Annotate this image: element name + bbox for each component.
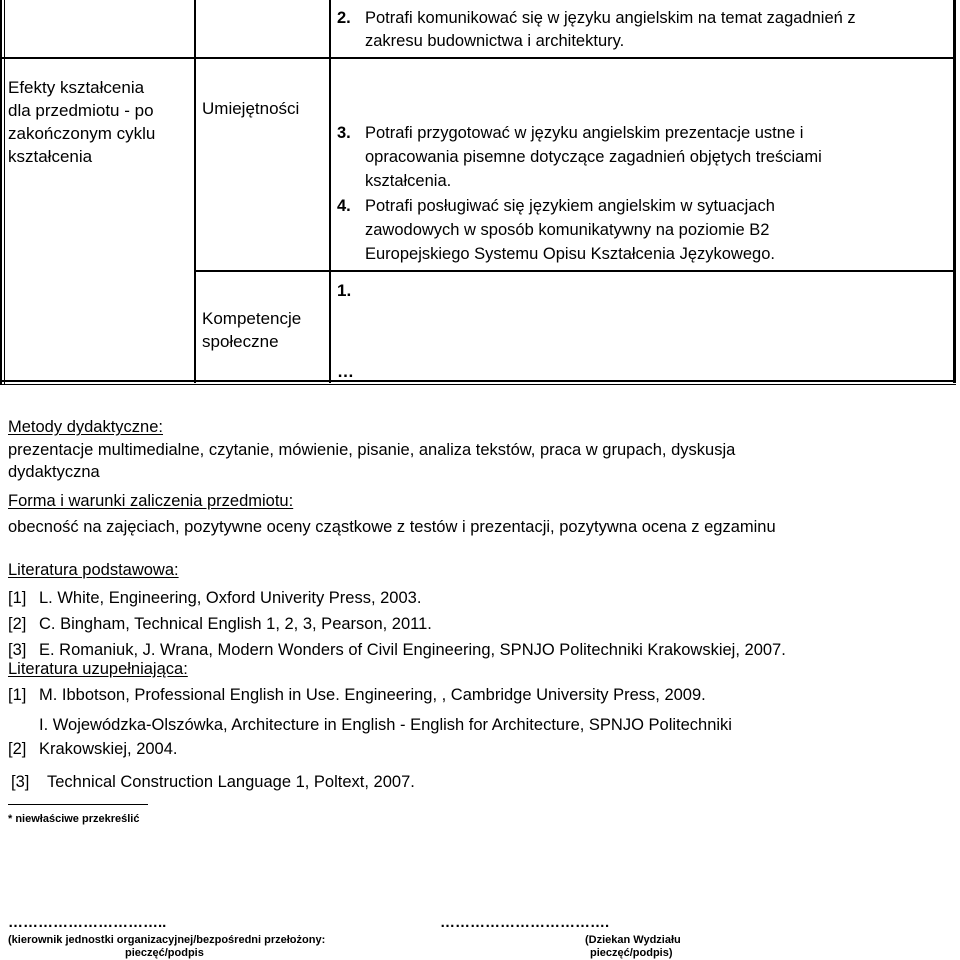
right-signature-label: (Dziekan Wydziału [585,934,681,946]
literature-text: Technical Construction Language 1, Poltext, 2007. [47,773,415,791]
assessment-heading: Forma i warunki zaliczenia przedmiotu: [8,492,294,510]
literature-item [8,611,786,637]
skill-item [337,121,822,193]
methods-line: prezentacje multimedialne, czytanie, mówienie, pisanie, analiza tekstów, praca w grupach, dyskusja [8,441,736,459]
row-header-line: kształcenia [8,147,93,166]
skill-line: kształcenia. [365,172,452,190]
skill-line: Potrafi komunikować się w języku angielskim na temat zagadnień z [365,9,856,27]
skills-label: Umiejętności [202,99,300,118]
literature-extra-item [11,771,415,793]
row-header [8,76,155,168]
skill-number: 3. [337,124,351,142]
literature-text: Krakowskiej, 2004. [39,740,178,758]
table-row-line-mid [194,270,956,272]
literature-ref: [2] [8,615,27,633]
competences-label-line: społeczne [202,332,279,351]
literature-extra-item [8,738,178,760]
skill-line: Europejskiego Systemu Opisu Kształcenia Językowego. [365,245,775,263]
literature-item [8,585,786,611]
literature-ref: [3] [8,641,27,659]
competence-ellipsis: … [337,362,354,381]
methods-heading: Metody dydaktyczne: [8,418,163,436]
skill-line: zakresu budownictwa i architektury. [365,32,625,50]
learning-outcomes-table [0,0,957,383]
methods-text [8,439,735,483]
assessment-text: obecność na zajęciach, pozytywne oceny cząstkowe z testów i prezentacji, pozytywna ocena z egzaminu [8,518,776,536]
row-header-line: Efekty kształcenia [8,78,145,97]
skill-number: 2. [337,9,351,27]
literature-extra-item [8,684,706,706]
left-signature-sub: pieczęć/podpis [125,947,204,959]
literature-text: L. White, Engineering, Oxford Univerity Press, 2003. [39,589,422,607]
skill-item [337,194,775,266]
footnote: * niewłaściwe przekreślić [8,813,140,825]
literature-ref: [3] [11,773,30,791]
footnote-rule [8,804,148,805]
methods-line: dydaktyczna [8,463,100,481]
literature-ref: [1] [8,589,27,607]
left-signature-dots: ………………………….. [8,914,167,931]
skill-line: Potrafi posługiwać się językiem angielskim w sytuacjach [365,197,775,215]
skill-line: opracowania pisemne dotyczące zagadnień objętych treściami [365,148,822,166]
row-header-line: dla przedmiotu - po [8,101,154,120]
literature-text: I. Wojewódzka-Olszówka, Architecture in English - English for Architecture, SPNJO Politechniki [39,716,732,734]
literature-text: M. Ibbotson, Professional English in Use. Engineering, , Cambridge University Press, 2009. [39,686,706,704]
competence-item: 1. [337,281,352,300]
literature-basic-heading: Literatura podstawowa: [8,561,179,579]
literature-extra-item [39,714,732,736]
skill-item [337,7,856,53]
literature-ref: [2] [8,740,27,758]
literature-extra-heading: Literatura uzupełniająca: [8,660,188,678]
literature-text: C. Bingham, Technical English 1, 2, 3, Pearson, 2011. [39,615,432,633]
left-signature-label: (kierownik jednostki organizacyjnej/bezpośredni przełożony: [8,934,326,946]
literature-text: E. Romaniuk, J. Wrana, Modern Wonders of Civil Engineering, SPNJO Politechniki Krakowskiej, 2007. [39,641,786,659]
table-row-line-top [0,57,956,59]
competences-label [202,307,301,353]
skill-line: zawodowych w sposób komunikatywny na poziomie B2 [365,221,770,239]
right-signature-sub: pieczęć/podpis) [590,947,673,959]
literature-basic-list [8,585,786,663]
row-header-line: zakończonym cyklu [8,124,156,143]
table-border-bottom-inner [0,384,956,385]
literature-ref: [1] [8,686,27,704]
right-signature-dots: ……………………………. [440,914,610,931]
skill-number: 4. [337,197,351,215]
competences-label-line: Kompetencje [202,309,302,328]
skill-line: Potrafi przygotować w języku angielskim prezentacje ustne i [365,124,804,142]
table-border-bottom [0,380,956,382]
